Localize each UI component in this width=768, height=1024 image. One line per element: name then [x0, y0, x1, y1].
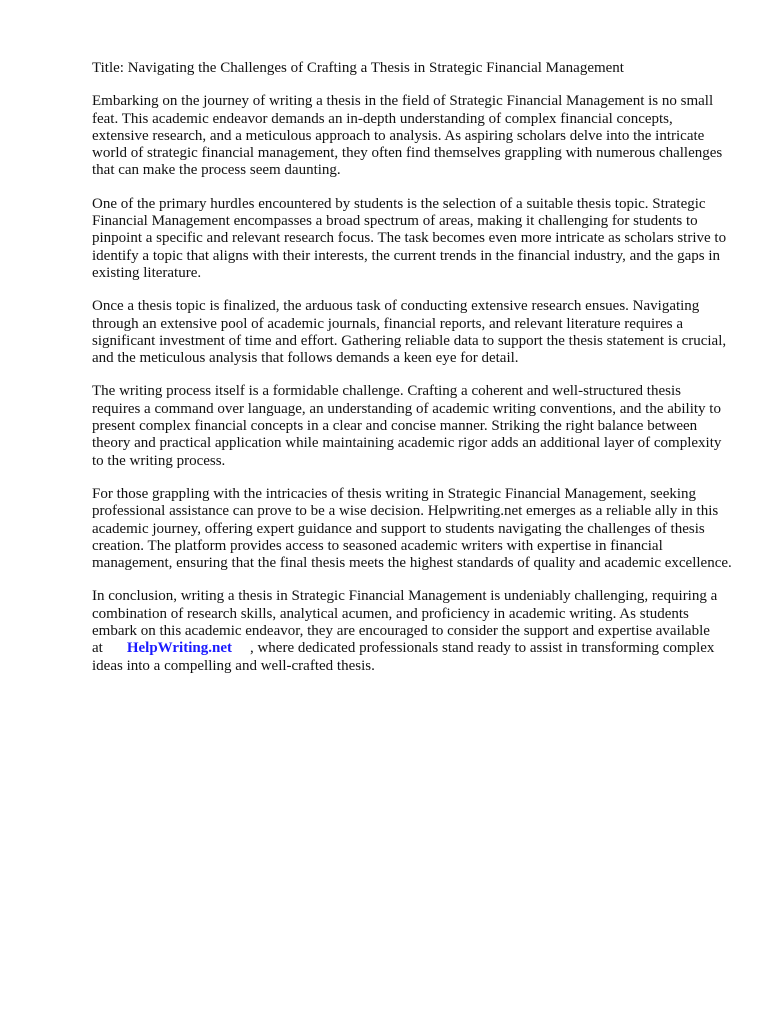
conclusion-text-before-link: In conclusion, writing a thesis in Strategic Financial Management is undeniably challenging, requiring a combination of research skills, analytical acumen, and proficiency in academic writing. As students embark on this academic endeavor, they are encouraged to consider the support and expertise available at — [92, 588, 718, 657]
paragraph-assistance: For those grappling with the intricacies of thesis writing in Strategic Financial Management, seeking professional assistance can prove to be a wise decision. Helpwriting.net emerges as a reliable ally in this academic journey, offering expert guidance and support to students navigating the challenges of thesis creation. The platform provides access to seasoned academic writers with expertise in financial management, ensuring that the final thesis meets the highest standards of quality and academic excellence. — [92, 485, 732, 572]
paragraph-topic-selection: One of the primary hurdles encountered by students is the selection of a suitable thesis topic. Strategic Financial Management encompasses a broad spectrum of areas, making it challenging for students to pinpoint a specific and relevant research focus. The task becomes even more intricate as scholars strive to identify a topic that aligns with their interests, the current trends in the financial industry, and the gaps in existing literature. — [92, 195, 727, 281]
document-body — [92, 60, 732, 691]
helpwriting-link[interactable]: HelpWriting.net — [126, 640, 232, 657]
document-title: Title: Navigating the Challenges of Crafting a Thesis in Strategic Financial Management — [92, 60, 624, 76]
paragraph-writing-process: The writing process itself is a formidable challenge. Crafting a coherent and well-structured thesis requires a command over language, an understanding of academic writing conventions, and the ability to present complex financial concepts in a clear and concise manner. Striking the right balance between theory and practical application while maintaining academic rigor adds an additional layer of complexity to the writing process. — [92, 383, 722, 469]
paragraph-research: Once a thesis topic is finalized, the arduous task of conducting extensive research ensues. Navigating through an extensive pool of academic journals, financial reports, and relevant literature requires a significant investment of time and effort. Gathering reliable data to support the thesis statement is crucial, and the meticulous analysis that follows demands a keen eye for detail. — [92, 298, 727, 367]
conclusion-text-after-link: , where dedicated professionals stand ready to assist in transforming complex ideas into a compelling and well-crafted thesis. — [92, 640, 715, 674]
paragraph-conclusion — [92, 588, 732, 674]
paragraph-intro: Embarking on the journey of writing a thesis in the field of Strategic Financial Management is no small feat. This academic endeavor demands an in-depth understanding of complex financial concepts, extensive research, and a meticulous approach to analysis. As aspiring scholars delve into the intricate world of strategic financial management, they often find themselves grappling with numerous challenges that can make the process seem daunting. — [92, 93, 723, 179]
